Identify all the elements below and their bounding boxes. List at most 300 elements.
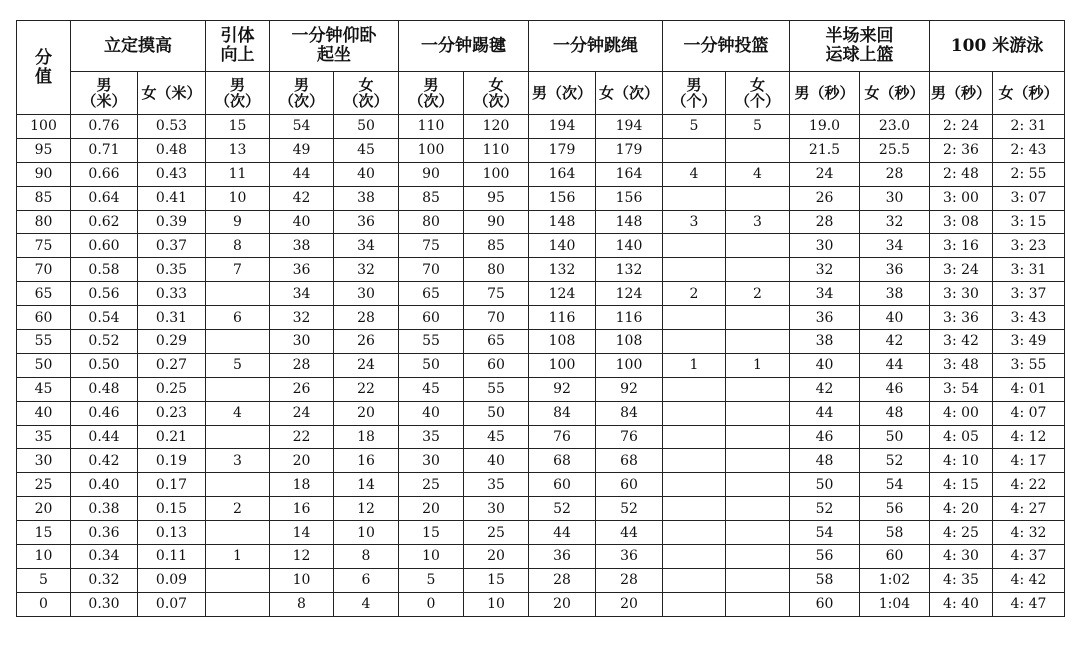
value-cell (726, 330, 790, 354)
value-cell: 28 (334, 306, 399, 330)
value-cell: 3: 42 (930, 330, 993, 354)
value-cell: 0.11 (138, 545, 206, 569)
value-cell: 3: 49 (993, 330, 1065, 354)
value-cell: 48 (790, 449, 860, 473)
value-cell: 40 (399, 401, 464, 425)
value-cell: 92 (596, 377, 663, 401)
value-cell: 156 (529, 186, 596, 210)
score-cell: 85 (17, 186, 71, 210)
value-cell: 0.31 (138, 306, 206, 330)
column-subheader: 女 （次） (334, 72, 399, 115)
value-cell: 10 (399, 545, 464, 569)
value-cell: 0.33 (138, 282, 206, 306)
value-cell: 4: 12 (993, 425, 1065, 449)
value-cell: 40 (790, 353, 860, 377)
score-header: 分 值 (17, 21, 71, 115)
table-row (17, 186, 1065, 210)
value-cell: 4: 25 (930, 521, 993, 545)
value-cell: 0.71 (71, 138, 138, 162)
column-subheader: 女（次） (596, 72, 663, 115)
value-cell: 132 (596, 258, 663, 282)
value-cell: 0.35 (138, 258, 206, 282)
value-cell: 92 (529, 377, 596, 401)
score-cell: 15 (17, 521, 71, 545)
value-cell (726, 377, 790, 401)
value-cell: 32 (790, 258, 860, 282)
value-cell: 179 (596, 138, 663, 162)
value-cell: 60 (860, 545, 930, 569)
value-cell: 4: 15 (930, 473, 993, 497)
value-cell: 3: 07 (993, 186, 1065, 210)
value-cell: 56 (860, 497, 930, 521)
value-cell: 4: 47 (993, 592, 1065, 616)
value-cell: 3: 54 (930, 377, 993, 401)
value-cell: 20 (270, 449, 334, 473)
value-cell (726, 401, 790, 425)
value-cell (726, 521, 790, 545)
value-cell: 3: 16 (930, 234, 993, 258)
value-cell: 11 (206, 162, 270, 186)
value-cell (206, 521, 270, 545)
value-cell: 34 (334, 234, 399, 258)
value-cell: 0.52 (71, 330, 138, 354)
value-cell: 4: 17 (993, 449, 1065, 473)
value-cell: 4: 22 (993, 473, 1065, 497)
value-cell: 0.58 (71, 258, 138, 282)
score-cell: 0 (17, 592, 71, 616)
column-subheader: 女（秒） (993, 72, 1065, 115)
score-cell: 20 (17, 497, 71, 521)
value-cell: 46 (790, 425, 860, 449)
value-cell: 32 (270, 306, 334, 330)
value-cell (206, 282, 270, 306)
column-subheader: 男 （次） (399, 72, 464, 115)
value-cell: 0.50 (71, 353, 138, 377)
value-cell: 100 (399, 138, 464, 162)
value-cell: 75 (399, 234, 464, 258)
value-cell: 21.5 (790, 138, 860, 162)
value-cell: 2 (663, 282, 726, 306)
value-cell: 5 (663, 115, 726, 139)
value-cell: 50 (860, 425, 930, 449)
value-cell (663, 330, 726, 354)
value-cell: 100 (464, 162, 529, 186)
value-cell: 0.32 (71, 568, 138, 592)
value-cell: 44 (529, 521, 596, 545)
value-cell: 1:04 (860, 592, 930, 616)
value-cell: 50 (464, 401, 529, 425)
table-row (17, 353, 1065, 377)
value-cell: 2: 48 (930, 162, 993, 186)
value-cell: 20 (529, 592, 596, 616)
value-cell: 3: 31 (993, 258, 1065, 282)
table-row (17, 377, 1065, 401)
value-cell: 38 (270, 234, 334, 258)
value-cell: 28 (529, 568, 596, 592)
value-cell: 3: 48 (930, 353, 993, 377)
table-row (17, 234, 1065, 258)
score-cell: 90 (17, 162, 71, 186)
value-cell: 0.19 (138, 449, 206, 473)
column-subheader: 女（米） (138, 72, 206, 115)
table-row (17, 115, 1065, 139)
value-cell: 4 (334, 592, 399, 616)
table-row (17, 449, 1065, 473)
score-cell: 75 (17, 234, 71, 258)
value-cell: 0.42 (71, 449, 138, 473)
value-cell (663, 545, 726, 569)
value-cell: 38 (790, 330, 860, 354)
score-cell: 30 (17, 449, 71, 473)
value-cell: 25 (464, 521, 529, 545)
value-cell: 50 (399, 353, 464, 377)
value-cell: 65 (464, 330, 529, 354)
value-cell: 2: 55 (993, 162, 1065, 186)
value-cell: 4: 42 (993, 568, 1065, 592)
value-cell: 0.38 (71, 497, 138, 521)
score-cell: 45 (17, 377, 71, 401)
score-cell: 5 (17, 568, 71, 592)
value-cell: 2: 31 (993, 115, 1065, 139)
value-cell: 4: 35 (930, 568, 993, 592)
score-cell: 70 (17, 258, 71, 282)
value-cell: 1 (206, 545, 270, 569)
value-cell: 0.07 (138, 592, 206, 616)
value-cell: 35 (464, 473, 529, 497)
value-cell: 24 (270, 401, 334, 425)
value-cell: 3: 30 (930, 282, 993, 306)
value-cell: 2 (726, 282, 790, 306)
value-cell: 0.21 (138, 425, 206, 449)
value-cell: 80 (464, 258, 529, 282)
table-row (17, 138, 1065, 162)
value-cell: 4: 10 (930, 449, 993, 473)
score-standard-table (16, 20, 1065, 617)
value-cell (726, 186, 790, 210)
value-cell (726, 306, 790, 330)
value-cell (206, 330, 270, 354)
value-cell: 50 (334, 115, 399, 139)
value-cell: 116 (596, 306, 663, 330)
value-cell: 60 (399, 306, 464, 330)
value-cell: 20 (596, 592, 663, 616)
value-cell: 15 (206, 115, 270, 139)
value-cell: 14 (334, 473, 399, 497)
value-cell: 12 (270, 545, 334, 569)
column-subheader: 男 （个） (663, 72, 726, 115)
value-cell: 5 (726, 115, 790, 139)
value-cell: 0.76 (71, 115, 138, 139)
value-cell: 23.0 (860, 115, 930, 139)
value-cell: 36 (529, 545, 596, 569)
value-cell: 40 (270, 210, 334, 234)
value-cell: 194 (529, 115, 596, 139)
table-body (17, 115, 1065, 617)
value-cell: 4: 40 (930, 592, 993, 616)
value-cell: 120 (464, 115, 529, 139)
value-cell: 84 (596, 401, 663, 425)
value-cell: 28 (596, 568, 663, 592)
score-cell: 40 (17, 401, 71, 425)
value-cell: 132 (529, 258, 596, 282)
value-cell: 20 (464, 545, 529, 569)
value-cell: 15 (399, 521, 464, 545)
value-cell (726, 568, 790, 592)
value-cell: 0.29 (138, 330, 206, 354)
value-cell: 0.23 (138, 401, 206, 425)
value-cell: 110 (399, 115, 464, 139)
value-cell: 15 (464, 568, 529, 592)
value-cell: 140 (529, 234, 596, 258)
value-cell: 54 (270, 115, 334, 139)
value-cell: 18 (270, 473, 334, 497)
value-cell (726, 234, 790, 258)
value-cell: 76 (529, 425, 596, 449)
value-cell: 75 (464, 282, 529, 306)
value-cell: 60 (790, 592, 860, 616)
value-cell (663, 258, 726, 282)
value-cell: 22 (334, 377, 399, 401)
value-cell: 30 (270, 330, 334, 354)
value-cell: 30 (464, 497, 529, 521)
value-cell: 58 (860, 521, 930, 545)
value-cell: 164 (596, 162, 663, 186)
value-cell: 26 (790, 186, 860, 210)
value-cell: 36 (596, 545, 663, 569)
table-row (17, 592, 1065, 616)
column-subheader: 男（秒） (930, 72, 993, 115)
value-cell: 4 (726, 162, 790, 186)
value-cell: 52 (529, 497, 596, 521)
value-cell: 2: 43 (993, 138, 1065, 162)
value-cell: 44 (596, 521, 663, 545)
value-cell: 68 (596, 449, 663, 473)
value-cell: 45 (464, 425, 529, 449)
value-cell: 32 (334, 258, 399, 282)
value-cell: 42 (860, 330, 930, 354)
value-cell: 3: 55 (993, 353, 1065, 377)
value-cell: 44 (270, 162, 334, 186)
value-cell (663, 521, 726, 545)
value-cell: 28 (270, 353, 334, 377)
value-cell (663, 306, 726, 330)
score-cell: 35 (17, 425, 71, 449)
value-cell: 38 (334, 186, 399, 210)
value-cell: 0.09 (138, 568, 206, 592)
value-cell: 0.48 (138, 138, 206, 162)
value-cell: 18 (334, 425, 399, 449)
value-cell: 110 (464, 138, 529, 162)
value-cell: 4: 27 (993, 497, 1065, 521)
value-cell: 45 (399, 377, 464, 401)
value-cell: 0.48 (71, 377, 138, 401)
value-cell: 30 (860, 186, 930, 210)
value-cell (663, 497, 726, 521)
value-cell (726, 138, 790, 162)
value-cell: 50 (790, 473, 860, 497)
value-cell: 60 (596, 473, 663, 497)
value-cell: 40 (464, 449, 529, 473)
value-cell: 44 (860, 353, 930, 377)
value-cell (726, 592, 790, 616)
value-cell: 0.56 (71, 282, 138, 306)
table-row (17, 306, 1065, 330)
value-cell: 26 (270, 377, 334, 401)
value-cell: 0.27 (138, 353, 206, 377)
score-cell: 10 (17, 545, 71, 569)
group-header-standing-reach: 立定摸高 (71, 21, 206, 72)
column-subheader: 女（秒） (860, 72, 930, 115)
value-cell: 8 (334, 545, 399, 569)
value-cell: 42 (790, 377, 860, 401)
value-cell: 25 (399, 473, 464, 497)
value-cell: 34 (860, 234, 930, 258)
value-cell: 68 (529, 449, 596, 473)
value-cell: 45 (334, 138, 399, 162)
value-cell: 4: 01 (993, 377, 1065, 401)
value-cell: 2: 24 (930, 115, 993, 139)
value-cell (663, 449, 726, 473)
value-cell: 10 (464, 592, 529, 616)
value-cell: 3 (206, 449, 270, 473)
value-cell: 30 (334, 282, 399, 306)
value-cell (663, 473, 726, 497)
value-cell: 8 (206, 234, 270, 258)
value-cell: 3: 43 (993, 306, 1065, 330)
value-cell: 36 (334, 210, 399, 234)
value-cell: 46 (860, 377, 930, 401)
value-cell: 30 (399, 449, 464, 473)
value-cell: 9 (206, 210, 270, 234)
value-cell: 0.43 (138, 162, 206, 186)
value-cell: 0.37 (138, 234, 206, 258)
value-cell: 54 (860, 473, 930, 497)
column-subheader: 男（秒） (790, 72, 860, 115)
value-cell: 52 (860, 449, 930, 473)
value-cell: 4 (206, 401, 270, 425)
value-cell: 3 (726, 210, 790, 234)
value-cell: 6 (334, 568, 399, 592)
value-cell (663, 377, 726, 401)
table-row (17, 473, 1065, 497)
value-cell: 4: 07 (993, 401, 1065, 425)
table-row (17, 162, 1065, 186)
value-cell: 25.5 (860, 138, 930, 162)
value-cell: 13 (206, 138, 270, 162)
value-cell: 4: 37 (993, 545, 1065, 569)
value-cell: 3: 08 (930, 210, 993, 234)
value-cell: 0.30 (71, 592, 138, 616)
value-cell: 26 (334, 330, 399, 354)
value-cell (663, 234, 726, 258)
group-header-jump-rope: 一分钟跳绳 (529, 21, 663, 72)
column-subheader: 男（次） (529, 72, 596, 115)
column-subheader: 女 （个） (726, 72, 790, 115)
value-cell: 35 (399, 425, 464, 449)
value-cell: 2 (206, 497, 270, 521)
value-cell: 194 (596, 115, 663, 139)
value-cell: 70 (399, 258, 464, 282)
value-cell: 38 (860, 282, 930, 306)
score-cell: 100 (17, 115, 71, 139)
group-header-row (17, 21, 1065, 72)
value-cell: 100 (529, 353, 596, 377)
value-cell: 60 (529, 473, 596, 497)
value-cell: 55 (399, 330, 464, 354)
value-cell: 42 (270, 186, 334, 210)
value-cell: 95 (464, 186, 529, 210)
value-cell: 3 (663, 210, 726, 234)
value-cell: 28 (790, 210, 860, 234)
value-cell: 0.39 (138, 210, 206, 234)
value-cell: 0.64 (71, 186, 138, 210)
value-cell: 7 (206, 258, 270, 282)
group-header-sit-up: 一分钟仰卧 起坐 (270, 21, 399, 72)
value-cell (663, 568, 726, 592)
value-cell: 0.17 (138, 473, 206, 497)
value-cell (206, 473, 270, 497)
value-cell: 32 (860, 210, 930, 234)
value-cell: 84 (529, 401, 596, 425)
value-cell (726, 497, 790, 521)
value-cell: 0.34 (71, 545, 138, 569)
table-row (17, 258, 1065, 282)
value-cell: 76 (596, 425, 663, 449)
value-cell: 164 (529, 162, 596, 186)
value-cell: 24 (334, 353, 399, 377)
value-cell: 4: 00 (930, 401, 993, 425)
value-cell: 4: 30 (930, 545, 993, 569)
value-cell: 0.25 (138, 377, 206, 401)
value-cell: 5 (206, 353, 270, 377)
value-cell: 65 (399, 282, 464, 306)
value-cell: 10 (206, 186, 270, 210)
value-cell: 108 (529, 330, 596, 354)
value-cell (726, 473, 790, 497)
group-header-shooting: 一分钟投篮 (663, 21, 790, 72)
value-cell: 20 (334, 401, 399, 425)
value-cell: 22 (270, 425, 334, 449)
value-cell: 100 (596, 353, 663, 377)
value-cell (726, 258, 790, 282)
value-cell (726, 545, 790, 569)
column-subheader: 女 （次） (464, 72, 529, 115)
value-cell (206, 425, 270, 449)
value-cell: 30 (790, 234, 860, 258)
value-cell (663, 138, 726, 162)
value-cell: 48 (860, 401, 930, 425)
value-cell: 1 (726, 353, 790, 377)
value-cell: 90 (464, 210, 529, 234)
score-cell: 80 (17, 210, 71, 234)
value-cell: 0.44 (71, 425, 138, 449)
value-cell: 85 (399, 186, 464, 210)
value-cell: 58 (790, 568, 860, 592)
value-cell: 36 (790, 306, 860, 330)
value-cell: 3: 37 (993, 282, 1065, 306)
value-cell: 10 (270, 568, 334, 592)
group-header-swimming: 100 米游泳 (930, 21, 1065, 72)
value-cell: 85 (464, 234, 529, 258)
column-subheader: 男 （次） (270, 72, 334, 115)
value-cell: 40 (860, 306, 930, 330)
value-cell (663, 186, 726, 210)
value-cell: 156 (596, 186, 663, 210)
table-row (17, 282, 1065, 306)
value-cell: 0.66 (71, 162, 138, 186)
column-subheader: 男 （米） (71, 72, 138, 115)
value-cell (663, 425, 726, 449)
